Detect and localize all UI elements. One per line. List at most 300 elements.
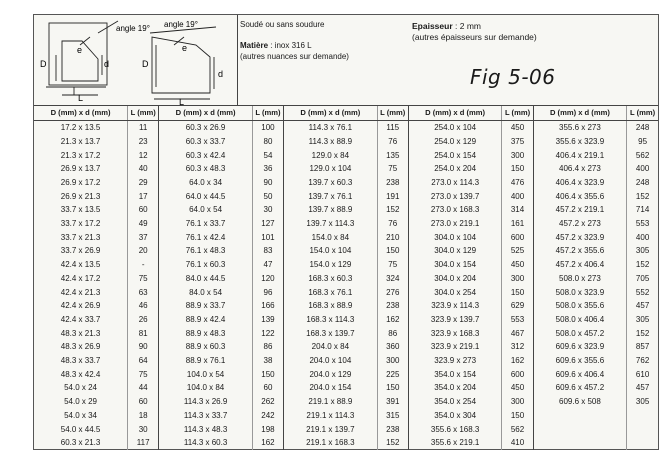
cell-length: 20 xyxy=(128,244,159,258)
cell-diameters: 609.6 x 323.9 xyxy=(533,340,627,354)
cell-diameters: 355.6 x 219.1 xyxy=(408,436,502,450)
cell-diameters: 508.0 x 273 xyxy=(533,272,627,286)
cell-length: 101 xyxy=(252,231,283,245)
cell-length: 315 xyxy=(377,409,408,423)
cell-length: 238 xyxy=(377,423,408,437)
cell-diameters: 168.3 x 88.9 xyxy=(284,299,378,313)
cell-length: 152 xyxy=(627,258,658,272)
cell-diameters: 42.4 x 33.7 xyxy=(60,314,101,324)
cell-diameters: 273.0 x 219.1 xyxy=(408,217,502,231)
cell-diameters: 21.3 x 13.7 xyxy=(60,136,101,146)
cell-length: 44 xyxy=(128,381,159,395)
cell-diameters: 42.4 x 13.5 xyxy=(60,260,101,270)
cell-diameters: 60.3 x 26.9 xyxy=(159,121,253,135)
cell-diameters: 76.1 x 42.4 xyxy=(159,231,253,245)
cell-length: 76 xyxy=(377,217,408,231)
cell-diameters: 88.9 x 33.7 xyxy=(159,299,253,313)
cell-diameters: 609.6 x 406.4 xyxy=(533,368,627,382)
cell-length: 60 xyxy=(128,203,159,217)
cell-length: 122 xyxy=(252,327,283,341)
cell-length: 300 xyxy=(502,272,533,286)
cell-diameters: 304.0 x 104 xyxy=(408,231,502,245)
cell-length: 238 xyxy=(377,299,408,313)
cell-length: 242 xyxy=(252,409,283,423)
cell-diameters: 26.9 x 21.3 xyxy=(60,191,101,201)
table-row xyxy=(34,176,658,190)
outer-diameter-label-left: D xyxy=(40,59,47,69)
length-label-left: L xyxy=(78,93,84,103)
cell-diameters: 609.6 x 508 xyxy=(533,395,627,409)
table-row xyxy=(34,381,658,395)
cell-length: 450 xyxy=(502,381,533,395)
cell-diameters: 323.9 x 219.1 xyxy=(408,340,502,354)
cell-diameters: 33.7 x 13.5 xyxy=(60,205,101,215)
cell-diameters: 54.0 x 24 xyxy=(64,383,97,393)
cell-length: 60 xyxy=(128,395,159,409)
cell-length: 80 xyxy=(252,135,283,149)
cell-diameters: 508.0 x 355.6 xyxy=(533,299,627,313)
cell-length: 248 xyxy=(627,121,658,135)
cell-length: 300 xyxy=(377,354,408,368)
cell-diameters: 154.0 x 129 xyxy=(284,258,378,272)
table-body xyxy=(34,121,658,451)
cell-diameters: 204.0 x 84 xyxy=(284,340,378,354)
thickness-value: : 2 mm xyxy=(452,21,481,31)
cell-diameters: 104.0 x 84 xyxy=(159,381,253,395)
cell-length: 152 xyxy=(377,203,408,217)
column-header-diameters: D (mm) x d (mm) xyxy=(408,106,502,121)
cell-length: 150 xyxy=(502,162,533,176)
cell-diameters: 60.3 x 21.3 xyxy=(60,438,101,448)
cell-length: 161 xyxy=(502,217,533,231)
cell-diameters: 304.0 x 204 xyxy=(408,272,502,286)
cell-length: 76 xyxy=(377,135,408,149)
cell-length: 64 xyxy=(128,354,159,368)
cell-diameters: 304.0 x 254 xyxy=(408,286,502,300)
cell-length: 562 xyxy=(627,148,658,162)
cell-length: 198 xyxy=(252,423,283,437)
cell-length: 552 xyxy=(627,286,658,300)
cell-diameters: 457.2 x 406.4 xyxy=(533,258,627,272)
cell-diameters: 48.3 x 42.4 xyxy=(60,369,101,379)
table-row xyxy=(34,327,658,341)
cell-length: 375 xyxy=(502,135,533,149)
cell-length: 30 xyxy=(252,203,283,217)
cell-length: 553 xyxy=(502,313,533,327)
cell-diameters: 304.0 x 154 xyxy=(408,258,502,272)
cell-diameters: 254.0 x 104 xyxy=(408,121,502,135)
cell-diameters: 88.9 x 76.1 xyxy=(159,354,253,368)
table-row xyxy=(34,354,658,368)
cell-diameters: 204.0 x 129 xyxy=(284,368,378,382)
cell-diameters: 254.0 x 129 xyxy=(408,135,502,149)
cell-length: 90 xyxy=(252,176,283,190)
cell-length: 127 xyxy=(252,217,283,231)
cell-diameters: 48.3 x 21.3 xyxy=(60,328,101,338)
cell-length: 467 xyxy=(502,327,533,341)
thickness-spec xyxy=(412,21,612,43)
cell-length: 60 xyxy=(252,381,283,395)
cell-length xyxy=(627,423,658,437)
cell-length: 150 xyxy=(377,244,408,258)
cell-diameters: 508.0 x 457.2 xyxy=(533,327,627,341)
cell-length: 38 xyxy=(252,354,283,368)
cell-length: 553 xyxy=(627,217,658,231)
cell-diameters: 323.9 x 114.3 xyxy=(408,299,502,313)
cell-diameters: 254.0 x 154 xyxy=(408,148,502,162)
cell-diameters: 129.0 x 84 xyxy=(284,148,378,162)
cell-length: 95 xyxy=(627,135,658,149)
column-header-diameters: D (mm) x d (mm) xyxy=(533,106,627,121)
cell-diameters: 26.9 x 13.7 xyxy=(60,164,101,174)
cell-length: 23 xyxy=(128,135,159,149)
cell-diameters: 219.1 x 139.7 xyxy=(284,423,378,437)
cell-length: 162 xyxy=(377,313,408,327)
cell-diameters: 168.3 x 139.7 xyxy=(284,327,378,341)
cell-diameters: 204.0 x 104 xyxy=(284,354,378,368)
cell-length: 262 xyxy=(252,395,283,409)
cell-diameters: 154.0 x 84 xyxy=(284,231,378,245)
cell-length: 81 xyxy=(128,327,159,341)
cell-length: 600 xyxy=(502,368,533,382)
column-header-length: L (mm) xyxy=(502,106,533,121)
cell-length: 312 xyxy=(502,340,533,354)
cell-length: 152 xyxy=(627,190,658,204)
cell-length: 857 xyxy=(627,340,658,354)
concentric-reducer-diagram xyxy=(34,15,237,105)
cell-length: 120 xyxy=(252,272,283,286)
cell-diameters: 609.6 x 457.2 xyxy=(533,381,627,395)
cell-length: 476 xyxy=(502,176,533,190)
cell-diameters: 114.3 x 33.7 xyxy=(159,409,253,423)
cell-length: 86 xyxy=(252,340,283,354)
cell-length: 50 xyxy=(252,190,283,204)
cell-diameters: 354.0 x 154 xyxy=(408,368,502,382)
cell-length: 305 xyxy=(627,313,658,327)
cell-diameters: 273.0 x 114.3 xyxy=(408,176,502,190)
cell-length: 166 xyxy=(252,299,283,313)
thickness-label-right: e xyxy=(182,43,188,53)
cell-length: 705 xyxy=(627,272,658,286)
cell-diameters: 114.3 x 60.3 xyxy=(159,436,253,450)
thickness-line xyxy=(412,21,612,32)
cell-length: 248 xyxy=(627,176,658,190)
cell-diameters: 26.9 x 17.2 xyxy=(60,177,101,187)
column-header-length: L (mm) xyxy=(627,106,658,121)
cell-length: 400 xyxy=(627,162,658,176)
cell-length: 12 xyxy=(128,148,159,162)
cell-diameters: 457.2 x 323.9 xyxy=(533,231,627,245)
dimensions-table xyxy=(34,105,658,450)
cell-diameters: 508.0 x 406.4 xyxy=(533,313,627,327)
cell-diameters: 354.0 x 204 xyxy=(408,381,502,395)
material-spec xyxy=(240,19,405,62)
outer-diameter-label-right: D xyxy=(142,59,149,69)
cell-diameters: 304.0 x 129 xyxy=(408,244,502,258)
cell-diameters: 42.4 x 17.2 xyxy=(60,273,101,283)
reducer-data-sheet xyxy=(33,14,659,450)
material-line xyxy=(240,40,405,51)
cell-diameters: 88.9 x 48.3 xyxy=(159,327,253,341)
table-row xyxy=(34,299,658,313)
cell-length xyxy=(627,409,658,423)
cell-diameters: 406.4 x 273 xyxy=(533,162,627,176)
column-header-diameters: D (mm) x d (mm) xyxy=(34,106,128,121)
cell-length: 47 xyxy=(252,258,283,272)
figure-label: Fig 5-06 xyxy=(470,65,556,89)
column-header-diameters: D (mm) x d (mm) xyxy=(284,106,378,121)
cell-diameters: 114.3 x 48.3 xyxy=(159,423,253,437)
length-label-right: L xyxy=(179,97,185,105)
table-row xyxy=(34,121,658,135)
table-row xyxy=(34,148,658,162)
cell-diameters: 129.0 x 104 xyxy=(284,162,378,176)
cell-length: 314 xyxy=(502,203,533,217)
cell-diameters: 219.1 x 88.9 xyxy=(284,395,378,409)
cell-diameters: 48.3 x 33.7 xyxy=(60,356,101,366)
table-row xyxy=(34,135,658,149)
cell-diameters: 273.0 x 168.3 xyxy=(408,203,502,217)
cell-length: 152 xyxy=(627,327,658,341)
cell-diameters: 219.1 x 168.3 xyxy=(284,436,378,450)
cell-diameters: 219.1 x 114.3 xyxy=(284,409,378,423)
cell-length: 46 xyxy=(128,299,159,313)
cell-diameters: 64.0 x 44.5 xyxy=(159,190,253,204)
cell-diameters: 60.3 x 42.4 xyxy=(159,148,253,162)
cell-length: 360 xyxy=(377,340,408,354)
inner-diameter-label-left: d xyxy=(104,59,110,69)
cell-length: 26 xyxy=(128,313,159,327)
sheet-header xyxy=(34,15,658,105)
cell-diameters: 609.6 x 355.6 xyxy=(533,354,627,368)
cell-diameters xyxy=(533,409,627,423)
cell-length: 562 xyxy=(502,423,533,437)
column-header-length: L (mm) xyxy=(377,106,408,121)
cell-diameters: 114.3 x 76.1 xyxy=(284,121,378,135)
cell-length: 162 xyxy=(502,354,533,368)
table-row xyxy=(34,340,658,354)
cell-length: 450 xyxy=(502,258,533,272)
cell-length: 135 xyxy=(377,148,408,162)
cell-diameters: 64.0 x 34 xyxy=(159,176,253,190)
cell-diameters xyxy=(533,423,627,437)
cell-length: 49 xyxy=(128,217,159,231)
inner-diameter-label-right: d xyxy=(218,69,224,79)
cell-length: 300 xyxy=(502,148,533,162)
cell-length: 96 xyxy=(252,286,283,300)
cell-diameters: 168.3 x 60.3 xyxy=(284,272,378,286)
reducer-diagrams xyxy=(34,15,238,105)
cell-diameters: 104.0 x 54 xyxy=(159,368,253,382)
cell-length: 276 xyxy=(377,286,408,300)
cell-length: 300 xyxy=(502,395,533,409)
cell-length: 86 xyxy=(377,327,408,341)
cell-diameters: 323.9 x 273 xyxy=(408,354,502,368)
table-row xyxy=(34,395,658,409)
cell-diameters: 42.4 x 26.9 xyxy=(60,301,101,311)
cell-diameters: 354.0 x 254 xyxy=(408,395,502,409)
cell-length: 54 xyxy=(252,148,283,162)
material-note: (autres nuances sur demande) xyxy=(240,52,349,61)
cell-diameters: 355.6 x 323.9 xyxy=(533,135,627,149)
cell-diameters: 204.0 x 154 xyxy=(284,381,378,395)
cell-diameters: 323.9 x 168.3 xyxy=(408,327,502,341)
cell-length: 75 xyxy=(128,368,159,382)
cell-length: 37 xyxy=(128,231,159,245)
cell-diameters xyxy=(533,436,627,450)
cell-diameters: 54.0 x 34 xyxy=(64,410,97,420)
cell-length: 400 xyxy=(502,190,533,204)
table-row xyxy=(34,258,658,272)
cell-length: 714 xyxy=(627,203,658,217)
cell-length: 115 xyxy=(377,121,408,135)
column-header-length: L (mm) xyxy=(252,106,283,121)
angle-label-right: angle 19° xyxy=(164,20,198,29)
cell-length: 391 xyxy=(377,395,408,409)
cell-length: 629 xyxy=(502,299,533,313)
cell-length: 191 xyxy=(377,190,408,204)
angle-label-left: angle 19° xyxy=(116,24,150,33)
cell-diameters: 139.7 x 60.3 xyxy=(284,176,378,190)
cell-length: - xyxy=(128,258,159,272)
cell-diameters: 76.1 x 60.3 xyxy=(159,258,253,272)
material-value: : inox 316 L xyxy=(268,41,312,50)
cell-diameters: 76.1 x 48.3 xyxy=(159,244,253,258)
table-row xyxy=(34,162,658,176)
cell-diameters: 48.3 x 26.9 xyxy=(60,342,101,352)
cell-diameters: 323.9 x 139.7 xyxy=(408,313,502,327)
cell-length: 150 xyxy=(377,381,408,395)
table-row xyxy=(34,203,658,217)
cell-length: 90 xyxy=(128,340,159,354)
cell-length: 150 xyxy=(502,409,533,423)
table-row xyxy=(34,368,658,382)
cell-length: 150 xyxy=(502,286,533,300)
cell-diameters: 33.7 x 26.9 xyxy=(60,246,101,256)
cell-diameters: 168.3 x 76.1 xyxy=(284,286,378,300)
table-row xyxy=(34,231,658,245)
cell-diameters: 17.2 x 13.5 xyxy=(60,123,101,133)
cell-length: 324 xyxy=(377,272,408,286)
cell-length: 410 xyxy=(502,436,533,450)
cell-diameters: 33.7 x 21.3 xyxy=(60,232,101,242)
cell-length: 17 xyxy=(128,190,159,204)
cell-length: 152 xyxy=(377,436,408,450)
cell-length: 400 xyxy=(627,231,658,245)
cell-diameters: 88.9 x 60.3 xyxy=(159,340,253,354)
cell-diameters: 114.3 x 26.9 xyxy=(159,395,253,409)
cell-length: 150 xyxy=(252,368,283,382)
table-row xyxy=(34,436,658,450)
cell-length: 450 xyxy=(502,121,533,135)
cell-diameters: 406.4 x 355.6 xyxy=(533,190,627,204)
cell-length: 75 xyxy=(128,272,159,286)
cell-length: 610 xyxy=(627,368,658,382)
table-row xyxy=(34,423,658,437)
cell-length: 63 xyxy=(128,286,159,300)
cell-length: 117 xyxy=(128,436,159,450)
cell-diameters: 508.0 x 323.9 xyxy=(533,286,627,300)
cell-diameters: 355.6 x 273 xyxy=(533,121,627,135)
table-row xyxy=(34,272,658,286)
cell-diameters: 60.3 x 33.7 xyxy=(159,135,253,149)
cell-diameters: 139.7 x 88.9 xyxy=(284,203,378,217)
cell-length: 525 xyxy=(502,244,533,258)
table-row xyxy=(34,286,658,300)
cell-diameters: 33.7 x 17.2 xyxy=(60,219,101,229)
table-row xyxy=(34,409,658,423)
cell-length: 305 xyxy=(627,395,658,409)
cell-diameters: 355.6 x 168.3 xyxy=(408,423,502,437)
table-row xyxy=(34,190,658,204)
column-header-length: L (mm) xyxy=(128,106,159,121)
cell-length: 40 xyxy=(128,162,159,176)
cell-diameters: 154.0 x 104 xyxy=(284,244,378,258)
cell-diameters: 21.3 x 17.2 xyxy=(60,150,101,160)
cell-length: 29 xyxy=(128,176,159,190)
cell-length: 457 xyxy=(627,299,658,313)
cell-length: 11 xyxy=(128,121,159,135)
cell-length: 75 xyxy=(377,258,408,272)
cell-length: 100 xyxy=(252,121,283,135)
cell-length: 30 xyxy=(128,423,159,437)
thickness-note: (autres épaisseurs sur demande) xyxy=(412,32,537,42)
cell-diameters: 354.0 x 304 xyxy=(408,409,502,423)
cell-length: 210 xyxy=(377,231,408,245)
table-header-row xyxy=(34,106,658,121)
cell-diameters: 54.0 x 44.5 xyxy=(60,424,101,434)
thickness-label: Epaisseur xyxy=(412,21,453,31)
column-header-diameters: D (mm) x d (mm) xyxy=(159,106,253,121)
cell-length: 18 xyxy=(128,409,159,423)
table-row xyxy=(34,313,658,327)
cell-diameters: 406.4 x 219.1 xyxy=(533,148,627,162)
cell-length: 305 xyxy=(627,244,658,258)
cell-diameters: 84.0 x 44.5 xyxy=(159,272,253,286)
cell-diameters: 168.3 x 114.3 xyxy=(284,313,378,327)
process-text: Soudé ou sans soudure xyxy=(240,20,325,29)
cell-length: 600 xyxy=(502,231,533,245)
cell-diameters: 273.0 x 139.7 xyxy=(408,190,502,204)
cell-diameters: 60.3 x 48.3 xyxy=(159,162,253,176)
cell-length: 75 xyxy=(377,162,408,176)
thickness-label-left: e xyxy=(77,45,83,55)
cell-length: 457 xyxy=(627,381,658,395)
cell-diameters: 84.0 x 54 xyxy=(159,286,253,300)
cell-diameters: 254.0 x 204 xyxy=(408,162,502,176)
cell-length xyxy=(627,436,658,450)
table-row xyxy=(34,244,658,258)
cell-diameters: 139.7 x 76.1 xyxy=(284,190,378,204)
cell-length: 162 xyxy=(252,436,283,450)
material-label: Matière xyxy=(240,41,269,50)
cell-length: 238 xyxy=(377,176,408,190)
cell-diameters: 42.4 x 21.3 xyxy=(60,287,101,297)
cell-length: 83 xyxy=(252,244,283,258)
cell-diameters: 64.0 x 54 xyxy=(159,203,253,217)
cell-length: 36 xyxy=(252,162,283,176)
table-row xyxy=(34,217,658,231)
cell-length: 139 xyxy=(252,313,283,327)
cell-diameters: 114.3 x 88.9 xyxy=(284,135,378,149)
cell-diameters: 457.2 x 355.6 xyxy=(533,244,627,258)
cell-diameters: 406.4 x 323.9 xyxy=(533,176,627,190)
cell-diameters: 139.7 x 114.3 xyxy=(284,217,378,231)
cell-length: 225 xyxy=(377,368,408,382)
cell-diameters: 76.1 x 33.7 xyxy=(159,217,253,231)
cell-diameters: 88.9 x 42.4 xyxy=(159,313,253,327)
cell-length: 762 xyxy=(627,354,658,368)
